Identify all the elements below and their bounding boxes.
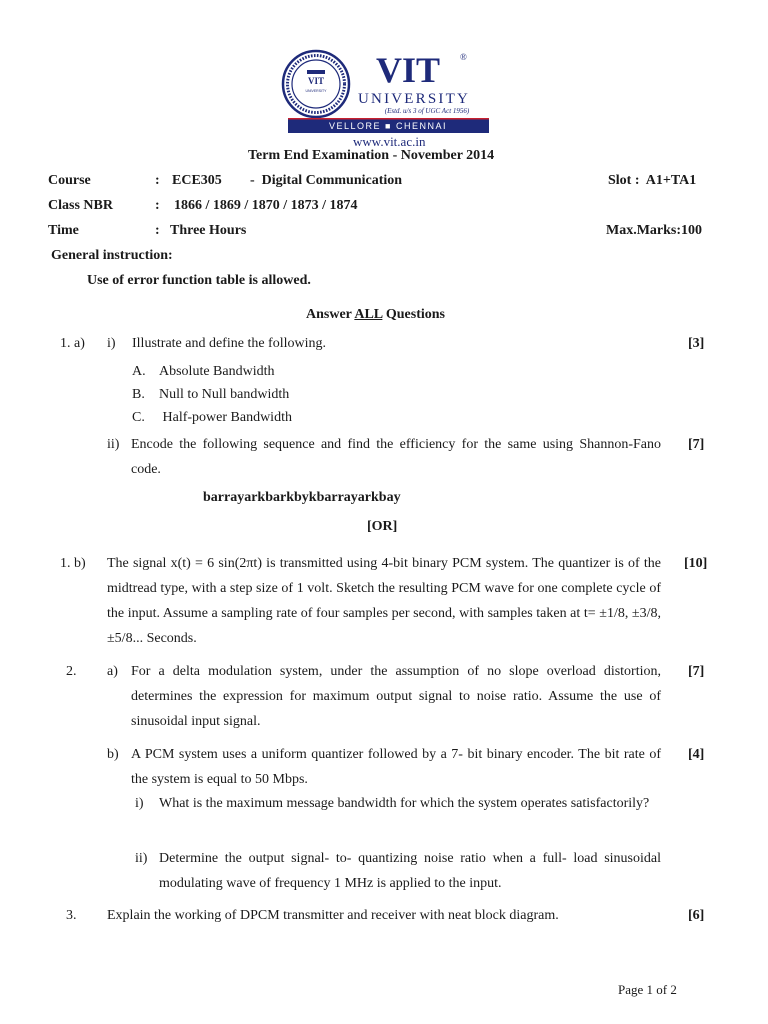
q2b-ii-text: Determine the output signal- to- quantizing noise ratio when a full- load sinusoidal modulating wave of frequency 1 MHz is applied to the input. bbox=[159, 851, 661, 891]
classnbr-colon: : bbox=[155, 198, 160, 213]
q1a-i-text: Illustrate and define the following. bbox=[132, 336, 326, 351]
q1a-ii-text: Encode the following sequence and find the efficiency for the same using Shannon-Fano code. bbox=[131, 437, 661, 477]
q2b-ii-label: ii) bbox=[135, 851, 148, 866]
option-label-c: C. bbox=[132, 410, 145, 425]
university-seal-icon bbox=[283, 51, 349, 117]
option-text-b: Null to Null bandwidth bbox=[159, 387, 290, 402]
q2b-text: A PCM system uses a uniform quantizer followed by a 7- bit binary encoder. The bit rate of the system is equal to 50 Mbps. bbox=[131, 747, 661, 787]
time-label: Time bbox=[48, 223, 79, 238]
max-marks: Max.Marks:100 bbox=[606, 223, 703, 238]
time-value: Three Hours bbox=[170, 223, 247, 238]
answer-all-heading: Answer ALL Questions bbox=[306, 307, 445, 322]
q3-number: 3. bbox=[66, 908, 77, 923]
q2b-i-text: What is the maximum message bandwidth for which the system operates satisfactorily? bbox=[159, 796, 650, 811]
classnbr-label: Class NBR bbox=[48, 198, 113, 213]
website-url[interactable]: www.vit.ac.in bbox=[353, 134, 426, 149]
q2b-label: b) bbox=[107, 747, 119, 762]
q1a-i-marks: [3] bbox=[688, 336, 705, 351]
time-colon: : bbox=[155, 223, 160, 238]
option-text-a: Absolute Bandwidth bbox=[159, 364, 275, 379]
university-text: UNIVERSITY bbox=[358, 91, 470, 107]
instruction-heading: General instruction: bbox=[51, 248, 173, 263]
q3-text: Explain the working of DPCM transmitter and receiver with neat block diagram. bbox=[107, 908, 559, 923]
encode-sequence: barrayarkbarkbykbarrayarkbay bbox=[203, 490, 401, 505]
course-label: Course bbox=[48, 173, 91, 188]
q3-marks: [6] bbox=[688, 908, 705, 923]
course-colon: : bbox=[155, 173, 160, 188]
q1b-marks: [10] bbox=[684, 556, 708, 571]
registered-mark: ® bbox=[460, 52, 467, 62]
instruction-text: Use of error function table is allowed. bbox=[87, 273, 311, 288]
course-name: - Digital Communication bbox=[250, 173, 403, 188]
q2a-label: a) bbox=[107, 664, 118, 679]
q1b-text: The signal x(t) = 6 sin(2πt) is transmitted using 4-bit binary PCM system. The quantizer is of the midtread type, with a step size of 1 volt. Sketch the resulting PCM wave for one complete cycle of the input. Assume a sampling rate of four samples per second, with samples taken at t= ±1/8, ±3/8, ±5/8... Seconds. bbox=[107, 556, 661, 646]
classnbr-value: 1866 / 1869 / 1870 / 1873 / 1874 bbox=[174, 198, 358, 213]
q2a-text: For a delta modulation system, under the assumption of no slope overload distortion, determines the expression for maximum output signal to noise ratio. Assume the use of sinusoidal input signal. bbox=[131, 664, 661, 729]
q1a-ii-marks: [7] bbox=[688, 437, 705, 452]
or-separator: [OR] bbox=[367, 519, 398, 534]
course-code: ECE305 bbox=[172, 173, 222, 188]
option-label-a: A. bbox=[132, 364, 146, 379]
svg-text:VIT: VIT bbox=[307, 76, 325, 86]
svg-text:UNIVERSITY: UNIVERSITY bbox=[305, 89, 327, 93]
q1a-i-label: i) bbox=[107, 336, 116, 351]
campus-text: VELLORE ■ CHENNAI bbox=[329, 121, 447, 131]
q1a-ii-label: ii) bbox=[107, 437, 120, 452]
q2-number: 2. bbox=[66, 664, 77, 679]
slot: Slot : A1+TA1 bbox=[608, 173, 697, 188]
q2b-i-label: i) bbox=[135, 796, 144, 811]
page-number: Page 1 of 2 bbox=[618, 982, 677, 997]
option-text-c: Half-power Bandwidth bbox=[159, 410, 292, 425]
q1b-number: 1. b) bbox=[60, 556, 86, 571]
q2b-marks: [4] bbox=[688, 747, 705, 762]
option-label-b: B. bbox=[132, 387, 145, 402]
exam-title: Term End Examination - November 2014 bbox=[248, 148, 495, 163]
estd-text: (Estd. u/s 3 of UGC Act 1956) bbox=[384, 107, 470, 115]
q1a-number: 1. a) bbox=[60, 336, 85, 351]
brand-text: VIT bbox=[376, 50, 441, 90]
q2a-marks: [7] bbox=[688, 664, 705, 679]
